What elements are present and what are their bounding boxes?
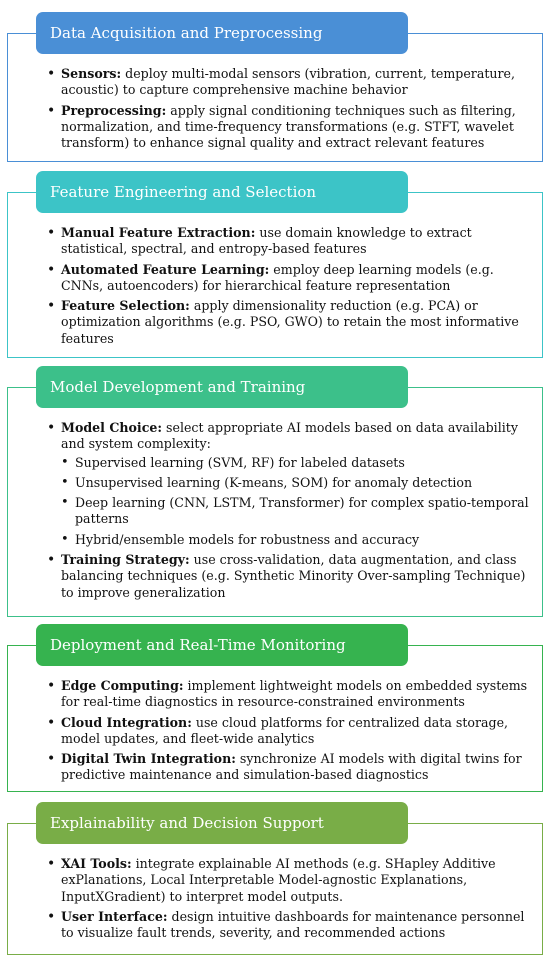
bullet-item (61, 856, 530, 905)
bullet-lead: XAI Tools: (61, 856, 132, 871)
bullet-item (61, 103, 530, 152)
bullet-lead: Training Strategy: (61, 552, 190, 568)
bullet-lead: Cloud Integration: (61, 714, 192, 730)
section-header: Feature Engineering and Selection (36, 171, 408, 213)
bullet-text: use cloud platforms for centralized data storage, model updates, and fleet-wide analytics (61, 714, 509, 746)
bullet-lead: Model Choice: (61, 420, 163, 435)
section-header: Deployment and Real-Time Monitoring (36, 624, 408, 666)
bullet-item (61, 66, 530, 99)
bullet-text: design intuitive dashboards for maintenance personnel to visualize fault trends, severity, and recommended actions (61, 908, 525, 941)
bullet-text: integrate explainable AI methods (e.g. SHapley Additive exPlanations, Local Interpretable Model-agnostic Explanations, InputXGradient) to interpret model outputs. (61, 856, 496, 904)
bullet-lead: Manual Feature Extraction: (61, 225, 256, 240)
section-content (45, 420, 530, 605)
bullet-item (61, 909, 530, 942)
sub-bullet-item: • Deep learning (CNN, LSTM, Transformer) for complex spatio-temporal patterns (75, 495, 530, 528)
bullet-lead: Sensors: (61, 66, 122, 81)
bullet-item (61, 715, 530, 748)
section-content (45, 856, 530, 945)
bullet-text: implement lightweight models on embedded systems for real-time diagnostics in resource-constrained environments (61, 678, 528, 710)
sub-bullet-item: • Supervised learning (SVM, RF) for labeled datasets (75, 455, 530, 471)
bullet-lead: Digital Twin Integration: (61, 751, 236, 767)
bullet-item (61, 225, 530, 258)
bullet-item (61, 262, 530, 295)
section-content (45, 678, 530, 788)
bullet-item (61, 420, 530, 548)
bullet-text: select appropriate AI models based on data availability and system complexity: (61, 420, 518, 452)
bullet-lead: Automated Feature Learning: (61, 261, 270, 277)
bullet-lead: Preprocessing: (61, 102, 167, 118)
bullet-text: deploy multi-modal sensors (vibration, current, temperature, acoustic) to capture comprehensive machine behavior (61, 66, 515, 98)
section-header: Explainability and Decision Support (36, 802, 408, 844)
bullet-lead: User Interface: (61, 908, 168, 924)
bullet-item (61, 298, 530, 347)
bullet-text: use domain knowledge to extract statistical, spectral, and entropy-based features (61, 225, 472, 257)
sub-bullet-item: • Unsupervised learning (K-means, SOM) for anomaly detection (75, 475, 530, 491)
bullet-lead: Edge Computing: (61, 678, 184, 693)
section-header: Model Development and Training (36, 366, 408, 408)
section-content (45, 66, 530, 155)
section-header: Data Acquisition and Preprocessing (36, 12, 408, 54)
bullet-item (61, 552, 530, 601)
bullet-text: employ deep learning models (e.g. CNNs, autoencoders) for hierarchical feature representation (61, 261, 494, 293)
bullet-item (61, 751, 530, 784)
bullet-lead: Feature Selection: (61, 298, 190, 314)
bullet-text: use cross-validation, data augmentation, and class balancing techniques (e.g. Synthetic Minority Over-sampling Technique) to improve generalization (61, 552, 526, 600)
bullet-text: apply signal conditioning techniques such as filtering, normalization, and time-frequency transformations (e.g. STFT, wavelet transform) to enhance signal quality and extract relevant features (61, 102, 516, 151)
section-content (45, 225, 530, 351)
bullet-item (61, 678, 530, 711)
bullet-text: synchronize AI models with digital twins for predictive maintenance and simulation-based diagnostics (61, 751, 522, 783)
sub-bullet-item: • Hybrid/ensemble models for robustness and accuracy (75, 532, 530, 548)
bullet-text: apply dimensionality reduction (e.g. PCA) or optimization algorithms (e.g. PSO, GWO) to retain the most informative features (61, 298, 519, 346)
